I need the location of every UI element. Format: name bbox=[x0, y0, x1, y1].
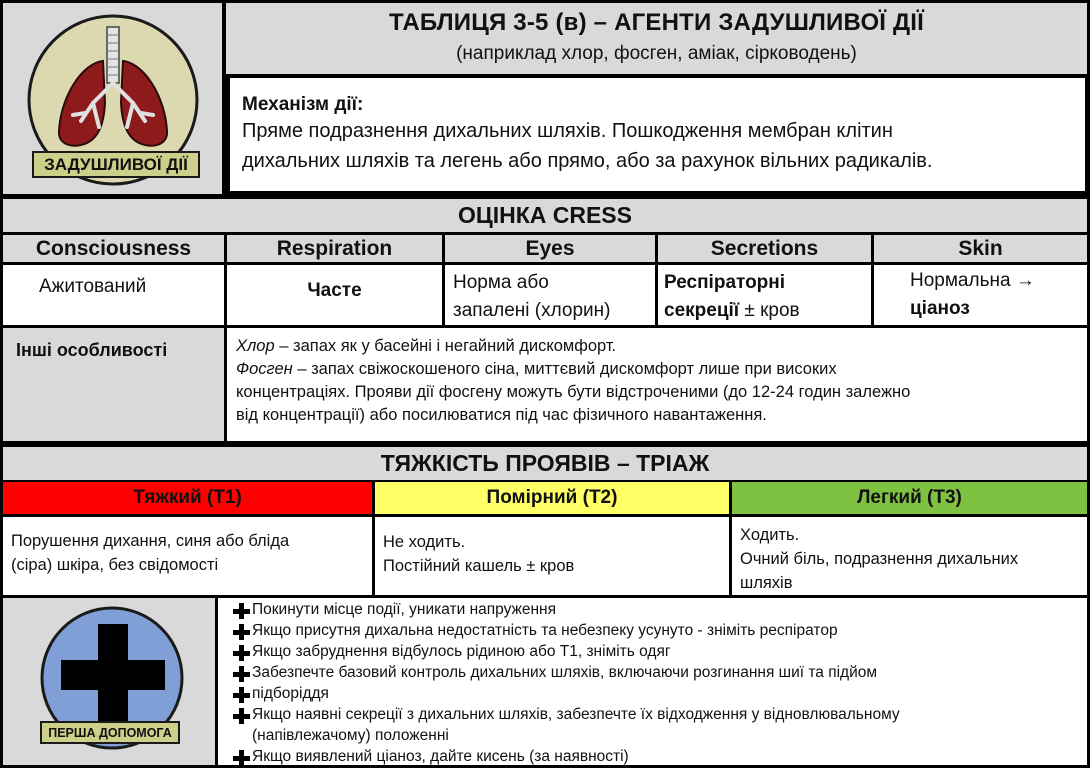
cress-header-eyes: Eyes bbox=[445, 235, 655, 262]
first-aid-list bbox=[218, 598, 1087, 765]
respiration-text: Часте bbox=[307, 279, 362, 301]
t1-line-2: (сіра) шкіра, без свідомості bbox=[11, 556, 219, 574]
plus-icon bbox=[230, 620, 252, 641]
cress-skin-value bbox=[874, 265, 1087, 325]
t3-line-2: Очний біль, подразнення дихальних bbox=[740, 550, 1019, 568]
cress-header-secretions: Secretions bbox=[658, 235, 871, 262]
mechanism-label: Механізм дії: bbox=[242, 94, 364, 115]
skin-line-1: Нормальна → bbox=[910, 270, 1035, 291]
first-aid-item bbox=[230, 746, 1087, 767]
triage-t2-text bbox=[375, 517, 729, 595]
plus-icon bbox=[230, 599, 252, 620]
cress-header-consciousness: Consciousness bbox=[3, 235, 224, 262]
phosgene-line-3: від концентрації) або посилюватися під час фізичного навантаження. bbox=[236, 406, 767, 424]
t1-line-1: Порушення дихання, синя або бліда bbox=[11, 532, 290, 550]
agent-logo bbox=[3, 3, 222, 194]
secretions-line-2 bbox=[664, 297, 871, 325]
first-aid-item-text: Якщо наявні секреції з дихальних шляхів, забезпечте їх відходження у відновлювальному bbox=[252, 706, 900, 723]
triage-t3-text bbox=[732, 517, 1087, 595]
other-features-label: Інші особливості bbox=[3, 328, 224, 441]
phosgene-name: Фосген bbox=[236, 360, 293, 378]
t3-line-1: Ходить. bbox=[740, 526, 800, 544]
mechanism-text bbox=[242, 116, 1073, 176]
eyes-line-2: запалені (хлорин) bbox=[453, 300, 611, 321]
agent-logo-label: ЗАДУШЛИВОЇ ДІЇ bbox=[32, 151, 200, 178]
cress-header-skin: Skin bbox=[874, 235, 1087, 262]
first-aid-logo bbox=[3, 598, 215, 765]
triage-header-t2: Помірний (T2) bbox=[375, 482, 729, 514]
consciousness-text: Ажитований bbox=[39, 276, 147, 297]
eyes-line-1: Норма або bbox=[453, 272, 549, 293]
other-features-text bbox=[227, 328, 1087, 441]
cress-title: ОЦІНКА CRESS bbox=[3, 199, 1087, 232]
triage-t1-text bbox=[3, 517, 372, 595]
plus-icon bbox=[230, 662, 252, 683]
cress-respiration-value bbox=[227, 265, 442, 325]
triage-title: ТЯЖКІСТЬ ПРОЯВІВ – ТРІАЖ bbox=[3, 447, 1087, 480]
t2-line-2: Постійний кашель ± кров bbox=[383, 557, 575, 575]
chlorine-name: Хлор bbox=[236, 337, 275, 355]
first-aid-logo-label: ПЕРША ДОПОМОГА bbox=[40, 721, 180, 744]
secretions-bold: секреції bbox=[664, 300, 740, 321]
cress-secretions-value bbox=[658, 265, 871, 325]
triage-header-t3: Легкий (T3) bbox=[732, 482, 1087, 514]
plus-icon bbox=[230, 746, 252, 767]
page-subtitle: (наприклад хлор, фосген, аміак, сірководень) bbox=[456, 43, 857, 64]
first-aid-item-continuation bbox=[230, 725, 1087, 746]
secretions-line-1: Респіраторні bbox=[664, 272, 786, 293]
first-aid-item-text: Якщо забруднення відбулось рідиною або Т1, зніміть одяг bbox=[252, 643, 671, 660]
cress-header-respiration: Respiration bbox=[227, 235, 442, 262]
first-aid-item bbox=[230, 599, 1087, 620]
chlorine-text: – запах як у басейні і негайний дискомфорт. bbox=[274, 337, 617, 355]
first-aid-item-text: (напівлежачому) положенні bbox=[252, 727, 449, 744]
first-aid-item-text: Якщо виявлений ціаноз, дайте кисень (за наявності) bbox=[252, 748, 629, 765]
first-aid-item-text: Забезпечте базовий контроль дихальних шляхів, включаючи розгинання шиї та підйом bbox=[252, 664, 878, 681]
phosgene-text-1: – запах свіжоскошеного сіна, миттєвий дискомфорт лише при високих bbox=[292, 360, 837, 378]
t3-line-3: шляхів bbox=[740, 574, 793, 592]
chlorine-line bbox=[236, 335, 1079, 358]
secretions-rest: ± кров bbox=[739, 300, 800, 321]
plus-icon bbox=[230, 704, 252, 725]
skin-line-2: ціаноз bbox=[910, 298, 970, 319]
first-aid-item-continuation bbox=[230, 683, 1087, 704]
first-aid-item bbox=[230, 641, 1087, 662]
title-block bbox=[226, 3, 1087, 74]
triage-header-t1: Тяжкий (T1) bbox=[3, 482, 372, 514]
phosgene-line-2: концентраціях. Прояви дії фосгену можуть бути відстроченими (до 12-24 годин залежно bbox=[236, 383, 911, 401]
first-aid-item bbox=[230, 620, 1087, 641]
mechanism-line-1: Пряме подразнення дихальних шляхів. Пошкодження мембран клітин bbox=[242, 120, 893, 142]
first-aid-item bbox=[230, 662, 1087, 683]
plus-icon bbox=[230, 683, 252, 704]
first-aid-item-text: Покинути місце події, уникати напруження bbox=[252, 601, 557, 618]
t2-line-1: Не ходить. bbox=[383, 533, 466, 551]
mechanism-block bbox=[230, 78, 1085, 191]
first-aid-item-text: підборіддя bbox=[252, 685, 329, 702]
mechanism-line-2: дихальних шляхів та легень або прямо, або за рахунок вільних радикалів. bbox=[242, 150, 933, 172]
cress-eyes-value bbox=[445, 265, 655, 325]
first-aid-item bbox=[230, 704, 1087, 725]
cress-consciousness-value bbox=[3, 265, 224, 325]
plus-icon bbox=[230, 641, 252, 662]
first-aid-item-text: Якщо присутня дихальна недостатність та небезпеку усунуто - зніміть респіратор bbox=[252, 622, 838, 639]
phosgene-line-1 bbox=[236, 358, 1079, 381]
page-title: ТАБЛИЦЯ 3-5 (в) – АГЕНТИ ЗАДУШЛИВОЇ ДІЇ bbox=[389, 9, 924, 36]
